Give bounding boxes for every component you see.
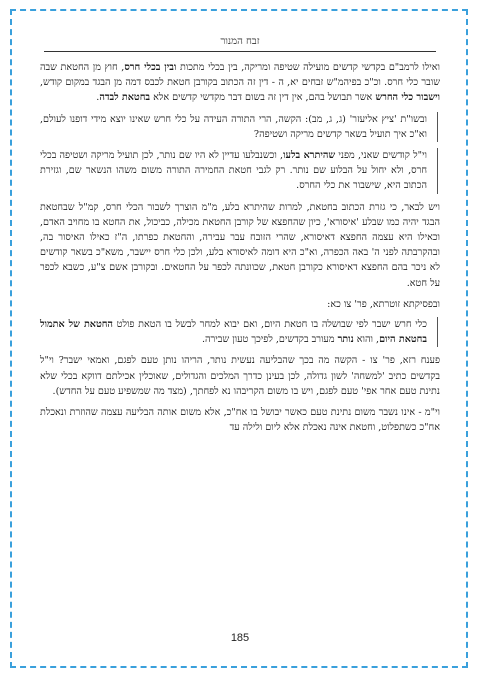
text-run: וי"מ - אינו נשבר משום נתינת טעם כאשר יבושל בו אח"כ, אלא משום אותה הבליעה עצמה שהוזרת ונאכלת אח"כ כשתפלוט, וחטאת אינה נאכלת אלא ליום ולילה עד xyxy=(40,407,440,434)
body-paragraph xyxy=(40,60,440,106)
quote-paragraph xyxy=(40,148,438,194)
document-page xyxy=(40,36,440,646)
text-run: , והוא xyxy=(353,334,380,346)
text-run: כלי חרש ישבר לפי שבושלה בו חטאת היום, ואם יבוא למחר לבשל בו הטאת פולט xyxy=(112,319,427,331)
bold-phrase: נותר xyxy=(337,334,354,346)
running-header: זבח המנור xyxy=(44,36,436,52)
body-paragraph xyxy=(40,200,440,291)
text-run: , חוץ מן החטאת שבה שובר כלי חרס. וכ"כ בפיהמ"ש זבחים יא, ה - דין זה הכתוב בקורבן חטאת לכבס דמה מן הבגד במקום קודש, xyxy=(40,62,440,89)
text-run: ובשו"ת 'ציץ אליעזר' (ג, ג, מב): הקשה, הרי התורה העידה על כלי חרש שאינו יוצא מידי דופנו לעולם, וא"כ איך תועיל בשאר קדשים מריקה ושטיפה? xyxy=(40,113,427,140)
quote-paragraph xyxy=(40,112,438,142)
bold-phrase: החטאת של אתמול בחטאת היום xyxy=(40,319,427,346)
bold-phrase: וישבור כלי החרש xyxy=(375,92,440,104)
body-paragraph xyxy=(40,405,440,435)
text-run: אשר תבושל בהם, אין דין זה בשום דבר מקדשי קדשים אלא xyxy=(150,92,376,104)
text-run: ואילו לרמב"ם בקדשי קדשים מועילה שטיפה ומריקה, בין בכלי מתכות xyxy=(176,62,441,73)
text-run: . xyxy=(96,92,100,104)
text-run: ובפסיקתא זוטרתא, פר' צו כא: xyxy=(327,298,440,310)
section-heading xyxy=(40,297,440,312)
body-text xyxy=(40,60,440,435)
bold-phrase: שהיתרא בלעו xyxy=(283,150,336,162)
bold-phrase: בחטאת לבדה xyxy=(99,92,151,104)
text-run: מעורב בקדשים, לפיכך טעון שבירה. xyxy=(201,334,338,346)
text-run: , וכשנבלעו עדיין לא היו שם נותר, לכן תועיל מריקה ושטיפה בכלי חרס, ולא יחול על הבלוע שם נותר. רק לגבי חטאת החמירה התורה משום משהו הנשאר שם, וגזירת הכתוב היא, שישבור את כלי החרס. xyxy=(40,150,427,192)
text-run: פענח רזא, פר' צו - הקשה מה בכך שהבליעה נעשית נותר, הריהו נותן טעם לפגם, ואמאי ישבר? וי"ל בקדשים כתיב 'למשחה' לשון גדולה, לכן בעינן כדרך המלכים והגדולים, שאוכלין אכילתם דווקא בכלי שלא נתינת טעם אחר אפי' טעם לפגם, ויש בו משום הקריבהו נא לפחתך, (מצד מה שמשפיע טעם על החדש). xyxy=(40,355,440,397)
text-run: ויש לבאר, כי גזרת הכתוב בחטאת, למרות שהיתרא בלע, מ"מ הוצרך לשבור הכלי חרס, קמ"ל שבחטאת הבגד יהיה כמו שבלע 'איסורא', כיון שהחפצא של קורבן החטאת מכילה, כביכול, את החטא בו מחויב האדם, וכאילו היא עצמה החפצא דאיסורא, שהרי הזובח עבר עבירה, והחטאת כפרתו, ה"ז כאילו האיסור בה, ובהקרבתה לפני ה' באה הכפרה, וא"כ היא דומה לאיסורא בלע, ולכן כלי חרס יישבר, משא"כ בשאר קודשים לא ניכר בהם החפצא דאיסורא כקורבן חטאת, שכוונתה לכפר על החטאים. ובקורבן אשם צ"ע, כשבא לכפר על חטא. xyxy=(40,201,440,289)
text-run: וי"ל קודשים שאני, מפני xyxy=(335,150,427,162)
bold-phrase: ובין בכלי חרס xyxy=(124,62,177,73)
page-number: 185 xyxy=(230,632,250,644)
body-paragraph xyxy=(40,353,440,399)
quote-paragraph xyxy=(40,317,438,347)
